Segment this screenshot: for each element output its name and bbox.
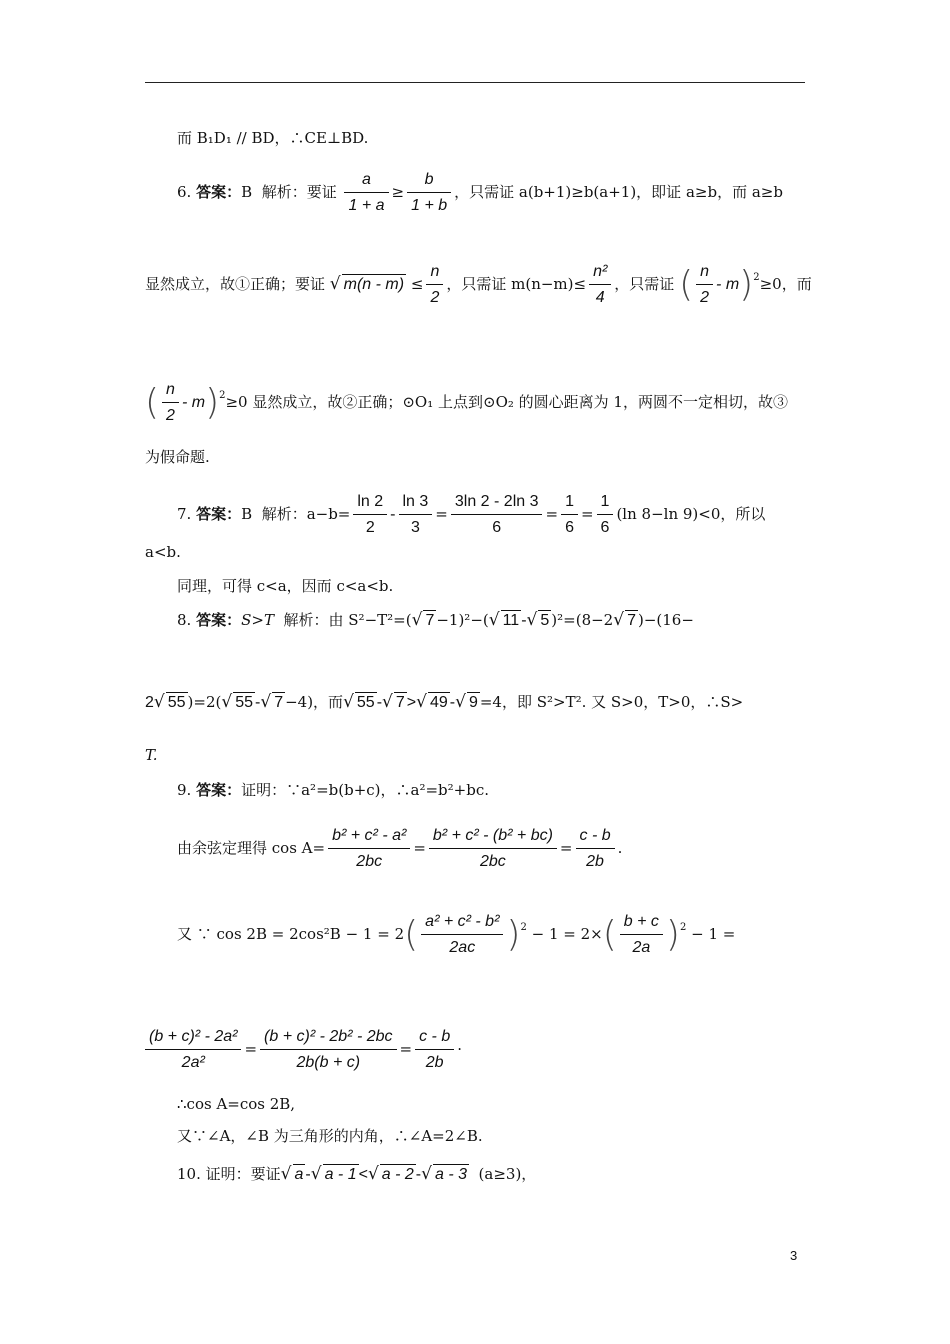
answer-value: S>T bbox=[241, 611, 274, 629]
right-paren: ) bbox=[205, 382, 220, 423]
term: - m bbox=[716, 276, 740, 293]
symbol: = bbox=[580, 505, 594, 523]
radical-icon: √ bbox=[329, 274, 341, 294]
symbol: · bbox=[457, 1040, 463, 1058]
problem-6-cont bbox=[145, 262, 812, 308]
coefficient: 2 bbox=[145, 694, 154, 711]
radicand: a - 2 bbox=[381, 1166, 414, 1183]
problem-7-cont bbox=[145, 542, 181, 562]
symbol: = bbox=[435, 505, 448, 523]
denominator: 2bc bbox=[356, 853, 383, 870]
text: T. bbox=[145, 746, 158, 764]
numerator: ln 2 bbox=[353, 492, 387, 515]
denominator: 6 bbox=[600, 519, 610, 536]
radicand: 7 bbox=[395, 694, 405, 711]
text: −4)，而 bbox=[285, 693, 344, 711]
symbol: . bbox=[617, 839, 623, 857]
fraction bbox=[145, 1027, 241, 1073]
radicand: 11 bbox=[502, 612, 520, 629]
denominator: 2 bbox=[365, 519, 375, 536]
fraction bbox=[696, 262, 713, 308]
problem-number: 10. bbox=[177, 1165, 201, 1183]
denominator: 3 bbox=[410, 519, 420, 536]
text: ，只需证 a(b+1)≥b(a+1)，即证 a≥b，而 a≥b bbox=[454, 183, 783, 201]
header-rule bbox=[145, 82, 805, 83]
problem-10 bbox=[177, 1164, 536, 1185]
symbol: - bbox=[415, 1166, 422, 1183]
text: 为假命题. bbox=[145, 448, 210, 466]
text: ，只需证 m(n−m)≤ bbox=[446, 275, 587, 293]
symbol: < bbox=[358, 1166, 368, 1183]
text: ≥0，而 bbox=[759, 275, 812, 293]
symbol: - bbox=[305, 1166, 311, 1183]
symbol: > bbox=[406, 694, 417, 711]
text: 而 B₁D₁ // BD，∴CE⊥BD. bbox=[177, 129, 369, 147]
numerator: b² + c² - (b² + bc) bbox=[429, 826, 557, 849]
text: 又∵∠A，∠B 为三角形的内角，∴∠A=2∠B. bbox=[177, 1127, 483, 1145]
radical-icon: √ bbox=[613, 610, 625, 630]
text: (a≥3)， bbox=[478, 1165, 537, 1183]
radical-icon: √ bbox=[421, 1164, 432, 1184]
numerator: n bbox=[426, 262, 443, 285]
numerator: c - b bbox=[415, 1027, 454, 1050]
radical-icon: √ bbox=[153, 692, 165, 712]
radical-icon: √ bbox=[280, 1164, 292, 1184]
radical-icon: √ bbox=[411, 610, 423, 630]
radical-icon: √ bbox=[367, 1164, 379, 1184]
denominator: 2 bbox=[700, 289, 710, 306]
symbol: = bbox=[559, 839, 573, 857]
denominator: 2 bbox=[430, 289, 440, 306]
fraction bbox=[620, 912, 663, 958]
problem-9-cont4 bbox=[177, 1094, 295, 1114]
radicand: 55 bbox=[235, 694, 254, 711]
answer-value: B bbox=[241, 183, 253, 201]
denominator: 2b(b + c) bbox=[296, 1054, 361, 1071]
radicand: 49 bbox=[429, 694, 448, 711]
exponent: 2 bbox=[219, 390, 226, 401]
fraction bbox=[576, 826, 615, 872]
radicand: 55 bbox=[167, 694, 186, 711]
text: a<b. bbox=[145, 543, 181, 561]
problem-8-cont bbox=[145, 692, 743, 713]
denominator: 2a² bbox=[181, 1054, 205, 1071]
text: 解析：由 S²−T²=( bbox=[283, 611, 412, 629]
problem-7-cont2 bbox=[177, 576, 393, 596]
symbol: - bbox=[255, 694, 261, 711]
exponent: 2 bbox=[679, 922, 687, 933]
denominator: 2ac bbox=[449, 939, 476, 956]
text: )=2( bbox=[187, 693, 222, 711]
left-paren: ( bbox=[602, 914, 617, 955]
problem-9-end bbox=[177, 1126, 483, 1146]
radical-icon: √ bbox=[526, 610, 538, 630]
right-paren: ) bbox=[665, 914, 680, 955]
symbol: = bbox=[399, 1040, 413, 1058]
radicand: 55 bbox=[356, 694, 375, 711]
fraction bbox=[399, 492, 433, 538]
numerator: 1 bbox=[597, 492, 614, 515]
numerator: (b + c)² - 2a² bbox=[145, 1027, 241, 1050]
problem-8 bbox=[177, 610, 694, 631]
denominator: 2 bbox=[166, 407, 175, 424]
symbol: ≤ bbox=[410, 275, 424, 293]
symbol: ≥ bbox=[391, 183, 405, 201]
denominator: 2a bbox=[632, 939, 651, 956]
symbol: - bbox=[376, 694, 383, 711]
text: − 1 = bbox=[691, 925, 736, 943]
text: 证明：要证 bbox=[205, 1165, 281, 1183]
radical-icon: √ bbox=[382, 692, 393, 712]
text: −1)²−( bbox=[436, 611, 489, 629]
radical-icon: √ bbox=[310, 1164, 322, 1184]
text: 证明：∵a²=b(b+c)，∴a²=b²+bc. bbox=[241, 781, 489, 799]
text: − 1 = 2× bbox=[531, 925, 603, 943]
fraction bbox=[429, 826, 557, 872]
radicand: 7 bbox=[627, 612, 636, 629]
text: 解析：要证 bbox=[261, 183, 337, 201]
fraction bbox=[407, 170, 451, 216]
radical-icon: √ bbox=[416, 692, 427, 712]
radical-icon: √ bbox=[221, 692, 233, 712]
text: 又 ∵ cos 2B = 2cos²B − 1 = 2 bbox=[177, 925, 405, 943]
numerator: c - b bbox=[576, 826, 615, 849]
answer-label: 答案： bbox=[196, 781, 242, 799]
denominator: 4 bbox=[595, 289, 605, 306]
problem-9-cont2 bbox=[177, 912, 735, 958]
text-line bbox=[177, 128, 368, 148]
answer-label: 答案： bbox=[196, 183, 242, 201]
problem-7 bbox=[177, 492, 765, 538]
text: (ln 8−ln 9)<0，所以 bbox=[616, 505, 766, 523]
fraction bbox=[260, 1027, 396, 1073]
text: ∴cos A=cos 2B, bbox=[177, 1095, 296, 1113]
exponent: 2 bbox=[520, 922, 527, 933]
left-paren: ( bbox=[145, 382, 160, 423]
problem-9-cont3 bbox=[145, 1027, 462, 1073]
left-paren: ( bbox=[679, 264, 694, 305]
symbol: = bbox=[244, 1040, 258, 1058]
text: ，只需证 bbox=[614, 275, 675, 293]
problem-number: 8. bbox=[177, 611, 192, 629]
numerator: b bbox=[407, 170, 451, 193]
symbol: - bbox=[521, 612, 527, 629]
symbol: = bbox=[413, 839, 426, 857]
text: )²=(8−2 bbox=[551, 611, 614, 629]
fraction bbox=[597, 492, 614, 538]
radicand: 5 bbox=[540, 612, 550, 629]
text: 显然成立，故①正确；要证 bbox=[145, 275, 326, 293]
symbol: = bbox=[545, 505, 559, 523]
fraction bbox=[421, 912, 503, 958]
page-number: 3 bbox=[790, 1248, 798, 1263]
answer-label: 答案： bbox=[196, 505, 242, 523]
radicand: 9 bbox=[468, 694, 478, 711]
radicand: 7 bbox=[425, 612, 435, 629]
radicand: a bbox=[294, 1166, 304, 1183]
text: 解析：a−b= bbox=[261, 505, 351, 523]
denominator: 1 + a bbox=[348, 197, 385, 214]
radicand: a - 1 bbox=[324, 1166, 357, 1183]
fraction bbox=[415, 1027, 454, 1073]
fraction bbox=[589, 262, 611, 308]
problem-6-cont2 bbox=[145, 380, 788, 426]
fraction bbox=[328, 826, 410, 872]
denominator: 2bc bbox=[480, 853, 506, 870]
numerator: n² bbox=[589, 262, 611, 285]
problem-number: 7. bbox=[177, 505, 192, 523]
numerator: a bbox=[344, 170, 388, 193]
denominator: 2b bbox=[586, 853, 604, 870]
fraction bbox=[561, 492, 578, 538]
text: 同理，可得 c<a，因而 c<a<b. bbox=[177, 577, 394, 595]
text: ≥0 显然成立，故②正确；⊙O₁ 上点到⊙O₂ 的圆心距离为 1，两圆不一定相切，故③ bbox=[225, 393, 788, 411]
fraction bbox=[426, 262, 443, 308]
exponent: 2 bbox=[753, 272, 760, 283]
right-paren: ) bbox=[739, 264, 754, 305]
numerator: n bbox=[696, 262, 713, 285]
problem-8-end bbox=[145, 745, 158, 765]
numerator: n bbox=[162, 380, 179, 403]
fraction bbox=[162, 380, 179, 426]
numerator: ln 3 bbox=[399, 492, 433, 515]
radical-icon: √ bbox=[455, 692, 466, 712]
text: =4，即 S²>T². 又 S>0，T>0，∴S> bbox=[479, 693, 744, 711]
answer-label: 答案： bbox=[196, 611, 242, 629]
fraction bbox=[344, 170, 388, 216]
radical-icon: √ bbox=[488, 610, 500, 630]
denominator: 6 bbox=[492, 519, 502, 536]
numerator: 1 bbox=[561, 492, 578, 515]
right-paren: ) bbox=[506, 914, 521, 955]
left-paren: ( bbox=[404, 914, 419, 955]
answer-value: B bbox=[241, 505, 253, 523]
denominator: 6 bbox=[565, 519, 574, 536]
problem-number: 6. bbox=[177, 183, 192, 201]
denominator: 2b bbox=[425, 1054, 444, 1071]
problem-number: 9. bbox=[177, 781, 192, 799]
symbol: - bbox=[449, 694, 456, 711]
problem-6-end bbox=[145, 447, 210, 467]
numerator: 3ln 2 - 2ln 3 bbox=[451, 492, 543, 515]
radical-icon: √ bbox=[343, 692, 354, 712]
numerator: b² + c² - a² bbox=[328, 826, 410, 849]
radicand: 7 bbox=[274, 694, 284, 711]
text: 由余弦定理得 cos A= bbox=[177, 839, 326, 857]
problem-9 bbox=[177, 780, 489, 800]
fraction bbox=[353, 492, 387, 538]
fraction bbox=[451, 492, 543, 538]
numerator: (b + c)² - 2b² - 2bc bbox=[260, 1027, 396, 1050]
denominator: 1 + b bbox=[411, 197, 448, 214]
text: )−(16− bbox=[637, 611, 694, 629]
radicand: a - 3 bbox=[434, 1166, 467, 1183]
problem-9-cont bbox=[177, 826, 622, 872]
numerator: a² + c² - b² bbox=[421, 912, 503, 935]
problem-6 bbox=[177, 170, 783, 216]
radical-icon: √ bbox=[260, 692, 272, 712]
numerator: b + c bbox=[620, 912, 663, 935]
term: - m bbox=[181, 394, 206, 411]
radicand bbox=[342, 274, 406, 295]
radicand-text: m(n - m) bbox=[343, 276, 405, 293]
symbol: - bbox=[390, 506, 396, 523]
